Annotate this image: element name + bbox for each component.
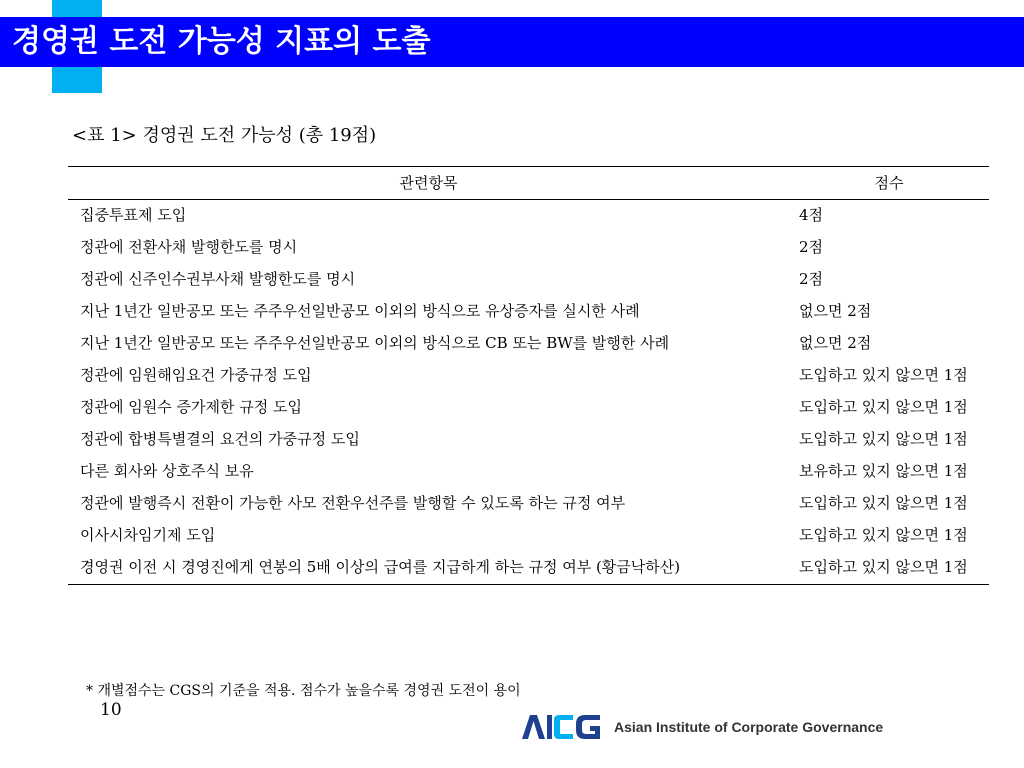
accent-block-top [52,0,102,17]
row-score: 없으면 2점 [799,302,872,320]
row-item: 정관에 합병특별결의 요건의 가중규정 도입 [80,430,360,448]
table-row [68,552,989,585]
table-row [68,360,989,392]
accent-block-bottom [52,67,102,93]
row-score: 없으면 2점 [799,334,872,352]
page-number: 10 [100,700,122,720]
table-row [68,264,989,296]
row-item: 정관에 발행즉시 전환이 가능한 사모 전환우선주를 발행할 수 있도록 하는 규정 여부 [80,494,626,512]
table-row [68,424,989,456]
table-header-row [68,167,989,200]
row-item: 이사시차임기제 도입 [80,526,216,544]
row-score: 도입하고 있지 않으면 1점 [799,526,968,544]
table-row [68,520,989,552]
table-row [68,200,989,233]
row-item: 다른 회사와 상호주식 보유 [80,462,254,480]
row-score: 2점 [799,238,824,256]
row-score: 2점 [799,270,824,288]
aicg-logo-mark-icon [522,712,604,742]
logo-text: Asian Institute of Corporate Governance [614,719,884,735]
row-item: 집중투표제 도입 [80,206,187,224]
row-item: 경영권 이전 시 경영진에게 연봉의 5배 이상의 급여를 지급하게 하는 규정 여부 (황금낙하산) [68,552,789,585]
row-score: 도입하고 있지 않으면 1점 [799,366,968,384]
aicg-logo [522,712,883,742]
row-item: 지난 1년간 일반공모 또는 주주우선일반공모 이외의 방식으로 CB 또는 BW를 발행한 사례 [80,334,670,352]
score-table [68,166,989,585]
row-item: 정관에 임원해임요건 가중규정 도입 [80,366,312,384]
row-item: 정관에 신주인수권부사채 발행한도를 명시 [80,270,356,288]
row-item: 정관에 임원수 증가제한 규정 도입 [80,398,302,416]
table-row [68,232,989,264]
row-score: 도입하고 있지 않으면 1점 [789,552,989,585]
table-row [68,392,989,424]
slide-title: 경영권 도전 가능성 지표의 도출 [12,24,431,59]
table-row [68,456,989,488]
header-score: 점수 [789,167,989,200]
header-item: 관련항목 [68,167,789,200]
table-row [68,328,989,360]
row-score: 보유하고 있지 않으면 1점 [799,462,968,480]
table-row [68,296,989,328]
table-caption: <표 1> 경영권 도전 가능성 (총 19점) [72,125,377,146]
row-score: 도입하고 있지 않으면 1점 [799,494,968,512]
row-score: 4점 [799,206,824,224]
title-bar [0,17,1024,67]
table-row [68,488,989,520]
footnote: * 개별점수는 CGS의 기준을 적용. 점수가 높을수록 경영권 도전이 용이 [86,683,521,699]
row-score: 도입하고 있지 않으면 1점 [799,430,968,448]
row-item: 지난 1년간 일반공모 또는 주주우선일반공모 이외의 방식으로 유상증자를 실시한 사례 [80,302,640,320]
row-score: 도입하고 있지 않으면 1점 [799,398,968,416]
row-item: 정관에 전환사채 발행한도를 명시 [80,238,298,256]
